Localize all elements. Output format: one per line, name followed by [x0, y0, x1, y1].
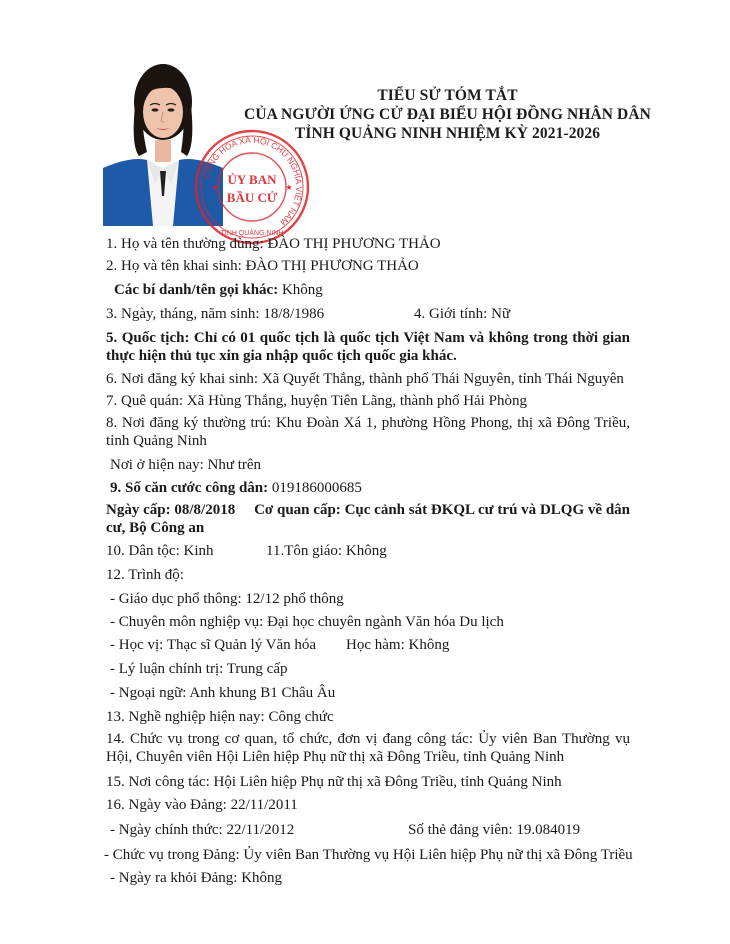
- entry-label: - Giáo dục phổ thông:: [110, 591, 246, 607]
- entry-hometown: [106, 392, 527, 410]
- entry-label: 7. Quê quán:: [106, 393, 187, 409]
- entry-value: Thạc sĩ Quản lý Văn hóa: [166, 637, 317, 653]
- entry-value: Xã Quyết Thắng, thành phố Thái Nguyên, tỉnh Thái Nguyên: [261, 371, 624, 387]
- entry-label: - Chuyên môn nghiệp vụ:: [110, 614, 268, 630]
- doc-title-line2: CỦA NGƯỜI ỨNG CỬ ĐẠI BIỂU HỘI ĐỒNG NHÂN DÂN: [244, 106, 651, 123]
- entry-position: [106, 730, 630, 766]
- entry-party-join-date: [106, 796, 298, 814]
- doc-title-line1: TIỂU SỬ TÓM TẮT: [377, 87, 518, 104]
- entry-label: 8. Nơi đăng ký thường trú:: [106, 415, 276, 431]
- entry-value: 08/8/2018: [174, 502, 236, 518]
- entry-label: 4. Giới tính:: [414, 306, 492, 322]
- entry-label: - Ngày chính thức:: [110, 822, 227, 838]
- entry-label: - Học vị:: [110, 637, 167, 653]
- entry-party-leave-date: [110, 869, 282, 887]
- entry-value: Cục cảnh sát ĐKQL cư trú và DLQG về dân cư, Bộ Công an: [106, 502, 631, 536]
- entry-label: - Lý luận chính trị:: [110, 661, 227, 677]
- entry-label: 6. Nơi đăng ký khai sinh:: [106, 371, 262, 387]
- entry-label: - Ngoại ngữ:: [110, 685, 190, 701]
- entry-label: 3. Ngày, tháng, năm sinh:: [106, 306, 264, 322]
- entry-label: Cơ quan cấp:: [254, 502, 345, 518]
- entry-value: 22/11/2012: [226, 822, 295, 838]
- entry-specialization: [110, 613, 504, 631]
- election-committee-seal: [193, 128, 311, 246]
- entry-value: 12/12 phổ thông: [245, 591, 344, 607]
- entry-alias: [114, 281, 323, 299]
- entry-value: 22/11/2011: [230, 797, 298, 813]
- entry-label: 15. Nơi công tác:: [106, 774, 214, 790]
- entry-value: Không: [345, 543, 387, 559]
- entry-qualifications: 12. Trình độ:: [106, 567, 184, 583]
- entry-value: Không: [281, 282, 323, 298]
- entry-value: Ủy viên Ban Thường vụ Hội, Chuyên viên Hội Liên hiệp Phụ nữ thị xã Đông Triều, tỉnh Quảng Ninh: [106, 731, 630, 765]
- entry-general-education: [110, 590, 344, 608]
- entry-label: Nơi ở hiện nay:: [110, 457, 208, 473]
- seal-star-icon-right: ★: [285, 183, 293, 192]
- entry-label: Các bí danh/tên gọi khác:: [114, 282, 282, 298]
- entry-citizen-id: [110, 479, 362, 497]
- entry-official-date: [110, 821, 294, 839]
- doc-title-line3: TỈNH QUẢNG NINH NHIỆM KỲ 2021-2026: [294, 125, 601, 142]
- entry-occupation: [106, 708, 334, 726]
- entry-birth-name: [106, 257, 419, 275]
- entry-gender: [414, 305, 510, 323]
- entry-label: 10. Dân tộc:: [106, 543, 184, 559]
- entry-value: Không: [408, 637, 450, 653]
- entry-value: ĐÀO THỊ PHƯƠNG THẢO: [245, 258, 419, 274]
- entry-nationality: 5. Quốc tịch: Chỉ có 01 quốc tịch là quốc tịch Việt Nam và không trong thời gian thực hiện thủ tục xin gia nhập quốc tịch quốc gia khác.: [106, 330, 630, 364]
- entry-value: Hội Liên hiệp Phụ nữ thị xã Đông Triều, tỉnh Quảng Ninh: [213, 774, 562, 790]
- entry-label: Học hàm:: [346, 637, 409, 653]
- entry-label: 11.Tôn giáo:: [266, 543, 346, 559]
- entry-academic-rank: [346, 636, 449, 654]
- entry-value: Xã Hùng Thắng, huyện Tiên Lãng, thành phố Hải Phòng: [186, 393, 527, 409]
- entry-value: Như trên: [207, 457, 262, 473]
- entry-label: - Ngày ra khỏi Đảng:: [110, 870, 242, 886]
- entry-common-name: [106, 235, 441, 253]
- seal-center-line1: ỦY BAN: [227, 172, 277, 187]
- entry-permanent-residence: [106, 414, 630, 450]
- entry-value: Nữ: [491, 306, 511, 322]
- entry-value: 18/8/1986: [263, 306, 325, 322]
- entry-workplace: [106, 773, 562, 791]
- entry-label: 9. Số căn cước công dân:: [110, 480, 272, 496]
- entry-label: 14. Chức vụ trong cơ quan, tổ chức, đơn vị đang công tác:: [106, 731, 479, 747]
- entry-religion: [266, 542, 387, 560]
- entry-value: 19.084019: [516, 822, 581, 838]
- entry-degree: [110, 636, 316, 654]
- entry-ethnicity: [106, 542, 213, 560]
- entry-label: 13. Nghề nghiệp hiện nay:: [106, 709, 269, 725]
- entry-label: Số thẻ đảng viên:: [408, 822, 517, 838]
- entry-party-card: [408, 821, 580, 839]
- seal-center-line2: BẦU CỬ: [226, 190, 278, 205]
- entry-value: Khu Đoàn Xá 1, phường Hồng Phong, thị xã Đông Triều, tỉnh Quảng Ninh: [106, 415, 631, 449]
- entry-value: Kinh: [183, 543, 214, 559]
- entry-value: Trung cấp: [226, 661, 288, 677]
- entry-foreign-language: [110, 684, 335, 702]
- entry-issue-info: [106, 501, 630, 537]
- entry-party-position: [104, 846, 633, 864]
- entry-label: 16. Ngày vào Đảng:: [106, 797, 231, 813]
- entry-label: - Chức vụ trong Đảng:: [104, 847, 244, 863]
- entry-value: 019186000685: [271, 480, 362, 496]
- seal-star-icon: ★: [211, 183, 219, 192]
- entry-political-theory: [110, 660, 288, 678]
- seal-bottom-text: TỈNH QUẢNG NINH: [220, 230, 284, 237]
- entry-current-residence: [110, 456, 261, 474]
- entry-label: 2. Họ và tên khai sinh:: [106, 258, 246, 274]
- entry-dob: [106, 305, 324, 323]
- entry-label: 1. Họ và tên thường dùng:: [106, 236, 268, 252]
- seal-ring-text: CỘNG HÒA XÃ HỘI CHỦ NGHĨA VIỆT NAM: [200, 134, 305, 228]
- entry-value: Ủy viên Ban Thường vụ Hội Liên hiệp Phụ nữ thị xã Đông Triều: [243, 847, 633, 863]
- entry-birth-registration: [106, 370, 624, 388]
- entry-value: Đại học chuyên ngành Văn hóa Du lịch: [267, 614, 504, 630]
- entry-value: Anh khung B1 Châu Âu: [189, 685, 336, 701]
- entry-value: Không: [241, 870, 283, 886]
- entry-label: Ngày cấp:: [106, 502, 175, 518]
- entry-value: Công chức: [268, 709, 334, 725]
- entry-value: ĐÀO THỊ PHƯƠNG THẢO: [267, 236, 441, 252]
